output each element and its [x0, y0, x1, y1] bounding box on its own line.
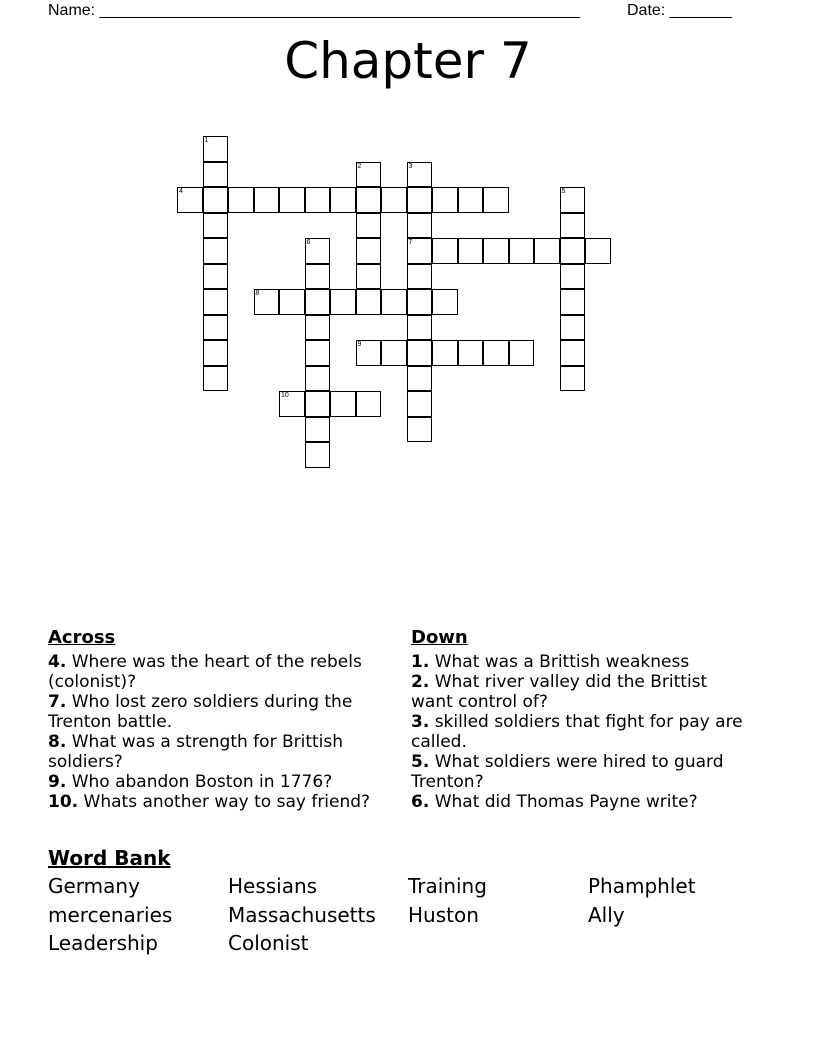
page-title: Chapter 7: [284, 32, 532, 90]
grid-cell[interactable]: [305, 417, 331, 443]
grid-cell[interactable]: [407, 417, 433, 443]
grid-cell[interactable]: [560, 264, 586, 290]
clue-number: 5: [561, 188, 566, 195]
grid-cell[interactable]: [356, 340, 382, 366]
word-bank-item: Ally: [588, 902, 625, 927]
grid-cell[interactable]: [177, 187, 203, 213]
clue-item: [48, 692, 398, 732]
grid-cell[interactable]: [381, 187, 407, 213]
grid-cell[interactable]: [509, 340, 535, 366]
grid-cell[interactable]: [407, 391, 433, 417]
grid-cell[interactable]: [203, 187, 229, 213]
grid-cell[interactable]: [560, 289, 586, 315]
across-heading: Across: [48, 627, 116, 648]
clue-number: 10: [281, 392, 289, 399]
grid-cell[interactable]: [203, 264, 229, 290]
grid-cell[interactable]: [203, 315, 229, 341]
clue-item: [48, 772, 398, 792]
grid-cell[interactable]: [407, 162, 433, 188]
grid-cell[interactable]: [305, 264, 331, 290]
clue-number: 6: [306, 239, 311, 246]
grid-cell[interactable]: [279, 391, 305, 417]
grid-cell[interactable]: [203, 340, 229, 366]
grid-cell[interactable]: [483, 187, 509, 213]
clue-item: [411, 712, 751, 752]
clue-text: Whats another way to say friend?: [78, 792, 371, 812]
word-bank-item: Leadership: [48, 931, 158, 955]
word-bank-item: Colonist: [228, 931, 309, 955]
grid-cell[interactable]: [560, 366, 586, 392]
clue-num: 1.: [411, 652, 430, 672]
grid-cell[interactable]: [305, 315, 331, 341]
grid-cell[interactable]: [203, 213, 229, 239]
grid-cell[interactable]: [560, 315, 586, 341]
word-bank-item: Phamphlet: [588, 874, 696, 898]
clue-num: 7.: [48, 692, 67, 712]
grid-cell[interactable]: [203, 366, 229, 392]
grid-cell[interactable]: [356, 213, 382, 239]
clue-text: Where was the heart of the rebels (colonist)?: [48, 652, 362, 692]
grid-cell[interactable]: [407, 289, 433, 315]
grid-cell[interactable]: [407, 238, 433, 264]
word-bank: [48, 846, 768, 958]
grid-cell[interactable]: [330, 187, 356, 213]
clue-text: Who lost zero soldiers during the Trenton battle.: [48, 692, 353, 732]
grid-cell[interactable]: [254, 289, 280, 315]
clue-number: 8: [255, 290, 260, 297]
grid-cell[interactable]: [509, 238, 535, 264]
word-bank-item: Hessians: [228, 874, 318, 898]
grid-cell[interactable]: [432, 289, 458, 315]
clue-text: What was a Brittish weakness: [429, 652, 690, 672]
grid-cell[interactable]: [330, 289, 356, 315]
word-bank-item: Germany: [48, 874, 140, 898]
grid-cell[interactable]: [407, 366, 433, 392]
word-bank-item: Training: [408, 874, 487, 898]
grid-cell[interactable]: [203, 238, 229, 264]
grid-cell[interactable]: [356, 238, 382, 264]
grid-cell[interactable]: [305, 442, 331, 468]
clue-number: 9: [357, 341, 362, 348]
grid-cell[interactable]: [381, 289, 407, 315]
clue-number: 7: [408, 239, 413, 246]
grid-cell[interactable]: [407, 315, 433, 341]
down-heading: Down: [411, 627, 468, 648]
clue-num: 10.: [48, 792, 79, 812]
word-bank-item: mercenaries: [48, 902, 173, 927]
grid-cell[interactable]: [483, 238, 509, 264]
grid-cell[interactable]: [356, 289, 382, 315]
grid-cell[interactable]: [305, 366, 331, 392]
clue-item: [411, 652, 751, 672]
clue-num: 5.: [411, 752, 430, 772]
clue-text: What was a strength for Brittish soldiers?: [48, 732, 344, 772]
grid-cell[interactable]: [458, 187, 484, 213]
clue-number: 2: [357, 162, 362, 170]
clue-item: [411, 792, 751, 812]
grid-cell[interactable]: [305, 187, 331, 213]
grid-cell[interactable]: [560, 187, 586, 213]
grid-cell[interactable]: [407, 213, 433, 239]
grid-cell[interactable]: [534, 238, 560, 264]
grid-cell[interactable]: [381, 340, 407, 366]
grid-cell[interactable]: [203, 289, 229, 315]
grid-cell[interactable]: [585, 238, 611, 264]
clue-item: [411, 752, 751, 792]
clue-num: 3.: [411, 712, 430, 732]
grid-cell[interactable]: [356, 264, 382, 290]
word-bank-item: Huston: [408, 902, 479, 927]
clue-text: What river valley did the Brittist want control of?: [411, 672, 708, 712]
grid-cell[interactable]: [560, 340, 586, 366]
word-bank-heading: Word Bank: [48, 846, 171, 870]
clue-num: 6.: [411, 792, 430, 812]
grid-cell[interactable]: [560, 238, 586, 264]
clue-number: 4: [179, 188, 183, 195]
grid-cell[interactable]: [305, 289, 331, 315]
grid-cell[interactable]: [305, 391, 331, 417]
clue-num: 2.: [411, 672, 430, 692]
clue-text: What soldiers were hired to guard Trenton?: [411, 752, 724, 792]
grid-cell[interactable]: [407, 340, 433, 366]
grid-cell[interactable]: [254, 187, 280, 213]
date-field[interactable]: Date: _______: [627, 2, 732, 19]
clue-text: What did Thomas Payne write?: [429, 792, 698, 812]
clue-num: 4.: [48, 652, 67, 672]
grid-cell[interactable]: [407, 187, 433, 213]
clue-item: [48, 652, 398, 692]
grid-cell[interactable]: [203, 136, 229, 162]
grid-cell[interactable]: [407, 264, 433, 290]
down-clues: [411, 628, 751, 812]
grid-cell[interactable]: [458, 340, 484, 366]
clue-number: 1: [204, 137, 209, 144]
grid-cell[interactable]: [279, 289, 305, 315]
grid-cell[interactable]: [432, 238, 458, 264]
grid-cell[interactable]: [305, 340, 331, 366]
clue-num: 8.: [48, 732, 67, 752]
clue-number: 3: [408, 162, 413, 170]
grid-cell[interactable]: [483, 340, 509, 366]
word-bank-item: Massachusetts: [228, 902, 376, 927]
grid-cell[interactable]: [356, 162, 382, 188]
clue-num: 9.: [48, 772, 67, 792]
grid-cell[interactable]: [305, 238, 331, 264]
across-clues: [48, 628, 398, 812]
name-field[interactable]: Name: ______________________________________________________: [48, 2, 581, 19]
grid-cell[interactable]: [228, 187, 254, 213]
grid-cell[interactable]: [279, 187, 305, 213]
grid-cell[interactable]: [458, 238, 484, 264]
grid-cell[interactable]: [356, 187, 382, 213]
grid-cell[interactable]: [330, 391, 356, 417]
grid-cell[interactable]: [203, 162, 229, 188]
clue-item: [411, 672, 751, 712]
grid-cell[interactable]: [560, 213, 586, 239]
clue-text: Who abandon Boston in 1776?: [66, 772, 333, 792]
clue-text: skilled soldiers that fight for pay are called.: [411, 712, 743, 752]
clue-item: [48, 732, 398, 772]
clue-item: [48, 792, 398, 812]
grid-cell[interactable]: [356, 391, 382, 417]
grid-cell[interactable]: [432, 187, 458, 213]
grid-cell[interactable]: [432, 340, 458, 366]
